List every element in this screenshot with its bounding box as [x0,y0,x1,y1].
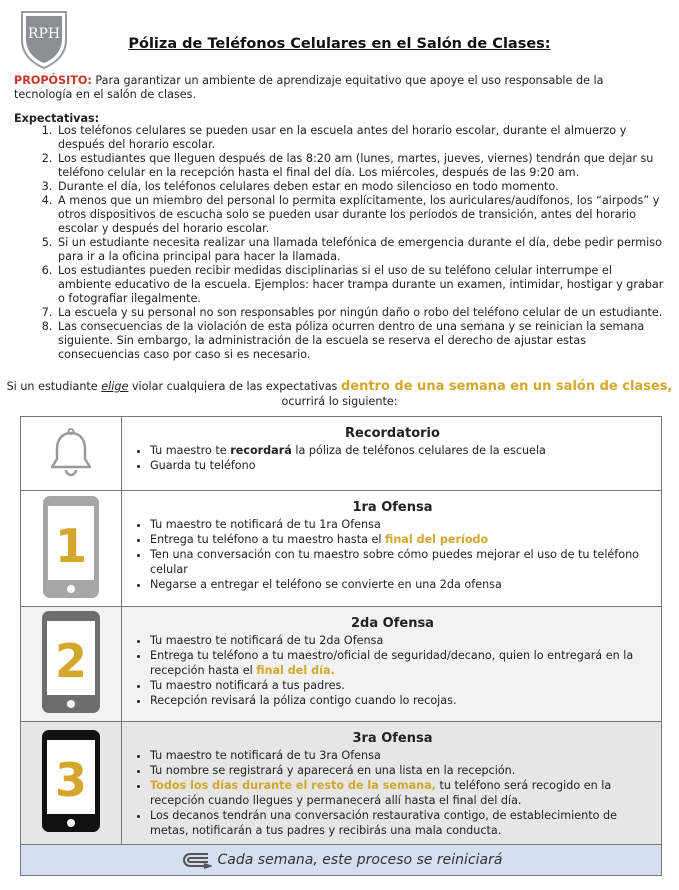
list-item: 3. Durante el día, los teléfonos celulares deben estar en modo silencioso en todo momento. [56,180,665,194]
list-item: • Tu maestro notificará a tus padres. [150,678,653,693]
expectations-list [14,124,665,362]
phone-1-icon [41,494,101,600]
purpose-label: PROPÓSITO: [14,74,92,87]
list-item [150,778,653,808]
list-item: 7. La escuela y su personal no son responsables por ningún daño o robo del teléfono celular de un estudiante. [56,306,665,320]
rule-highlight: final del período [385,533,489,546]
weekly-reset-banner [20,844,662,876]
rule-text: la póliza de teléfonos celulares de la escuela [291,444,546,457]
offense-number: 1 [54,518,88,573]
intro-text: violar cualquiera de las expectativas [128,380,341,393]
intro-elige: elige [101,380,129,393]
offenses-table [20,416,662,845]
list-item: • Tu maestro te notificará de tu 3ra Ofensa [150,748,653,763]
list-item: • Tu maestro te notificará de tu 1ra Ofensa [150,517,653,532]
reminder-title: Recordatorio [345,426,440,441]
list-item [150,443,653,458]
offense-number: 3 [54,753,88,807]
reminder-row [21,417,662,491]
list-item: 6. Los estudiantes pueden recibir medidas disciplinarias si el uso de su teléfono celular interrumpe el ambiente educativo de la escuela. Ejemplos: hacer trampa durante un examen, intimidar, hostigar y grabar o fotografiar ilegalmente. [56,264,665,306]
intro-highlight: dentro de una semana en un salón de clases, [340,379,673,394]
list-item: • Ten una conversación con tu maestro sobre cómo puedes mejorar el uso de tu teléfono celular [150,547,653,577]
list-item [150,532,653,547]
list-item: • Tu maestro te notificará de tu 2da Ofensa [150,633,653,648]
rule-bold: recordará [230,444,292,457]
footer-text: Cada semana, este proceso se reiniciará [217,852,503,868]
list-item: 5. Si un estudiante necesita realizar una llamada telefónica de emergencia durante el día, debe pedir permiso para ir a la oficina principal para hacer la llamada. [56,236,665,264]
logo-text: RPH [27,26,61,42]
page-title: Póliza de Teléfonos Celulares en el Salón de Clases: [128,36,551,52]
phone-3-icon [40,728,102,834]
list-item [150,648,653,678]
third-offense-title: 3ra Ofensa [352,731,433,746]
list-item: • Los decanos tendrán una conversación restaurativa contigo, de establecimiento de metas, notificarán a tus padres y recibirás una mala conducta. [150,808,653,838]
intro-text: Si un estudiante [6,380,102,393]
rule-text: tu teléfono será recogido en la recepción cuando llegues y permanecerá allí hasta el final del día. [150,779,612,807]
offense-number: 2 [54,634,88,688]
rule-text: Entrega tu teléfono a tu maestro/oficial de seguridad/decano, quien lo entregará en la recepción hasta el [150,649,634,677]
list-item: 1. Los teléfonos celulares se pueden usar en la escuela antes del horario escolar, durante el almuerzo y después del horario escolar. [56,124,665,152]
list-item: • Negarse a entregar el teléfono se convierte en una 2da ofensa [150,577,653,592]
list-item: 2. Los estudiantes que lleguen después de las 8:20 am (lunes, martes, jueves, viernes) tendrán que dejar su teléfono celular en la recepción hasta el final del día. Los miércoles, después de las 9:20 am. [56,152,665,180]
purpose-paragraph [14,74,665,102]
return-arrow-icon [180,850,212,870]
expectations-heading: Expectativas: [14,112,100,125]
bell-icon [47,427,95,477]
phone-2-icon [40,609,102,715]
first-offense-row [21,491,662,607]
second-offense-title: 2da Ofensa [351,616,434,631]
third-offense-row [21,722,662,845]
consequences-intro [0,379,679,409]
first-offense-title: 1ra Ofensa [352,500,433,515]
list-item: • Guarda tu teléfono [150,458,653,473]
list-item: 4. A menos que un miembro del personal lo permita explícitamente, los auriculares/audífonos, los “airpods” y otros dispositivos de escucha solo se pueden usar durante los períodos de transición, antes del horario escolar y después del horario escolar. [56,194,665,236]
second-offense-row [21,607,662,722]
rule-text: Entrega tu teléfono a tu maestro hasta el [150,533,386,546]
intro-text: ocurrirá lo siguiente: [281,395,398,408]
list-item: • Recepción revisará la póliza contigo cuando lo recojas. [150,693,653,708]
list-item: • Tu nombre se registrará y aparecerá en una lista en la recepción. [150,763,653,778]
list-item: 8. Las consecuencias de la violación de esta póliza ocurren dentro de una semana y se reinician la semana siguiente. Sin embargo, la administración de la escuela se reserva el derecho de ajustar estas consecuencias caso por caso si es necesario. [56,320,665,362]
purpose-text: Para garantizar un ambiente de aprendizaje equitativo que apoye el uso responsable de la tecnología en el salón de clases. [14,74,604,101]
rule-highlight: Todos los días durante el resto de la semana, [150,779,436,792]
rule-highlight: final del día. [256,664,335,677]
rule-text: Tu maestro te [150,444,231,457]
